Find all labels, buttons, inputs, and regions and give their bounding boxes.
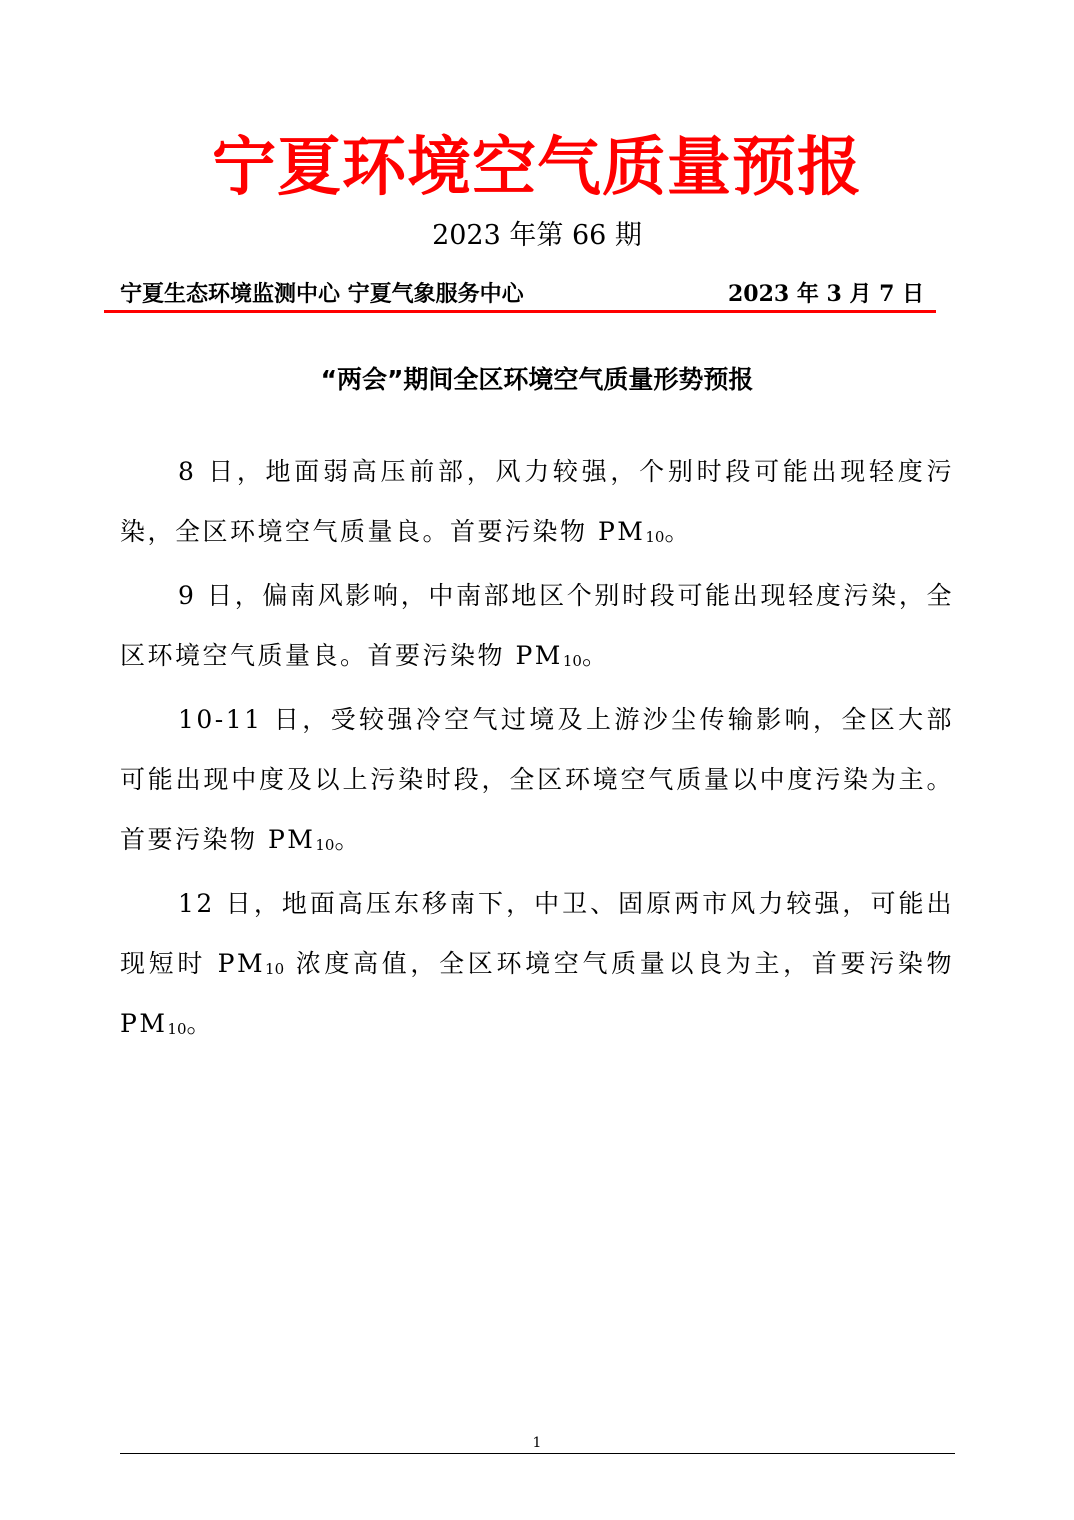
subscript: 10 [167,1020,187,1038]
paragraph-text-end: 。 [581,641,610,670]
issuer-names: 宁夏生态环境监测中心 宁夏气象服务中心 [120,281,524,307]
issue-number: 2023 年第 66 期 [432,220,642,251]
page-number: 1 [532,1435,542,1451]
masthead-title: 宁夏环境空气质量预报 [212,130,862,205]
paragraph-text-end: 。 [334,825,362,854]
document-heading: “两会”期间全区环境空气质量形势预报 [320,365,754,394]
footer-divider [120,1453,955,1454]
paragraph-day-12 [120,874,954,1054]
paragraph-day-9 [120,566,954,686]
red-divider [104,310,936,313]
paragraph-text: 12 日，地面高压东移南下，中卫、固原两市风力较强，可能出现短时 PM [120,889,954,978]
document-body [120,442,954,1058]
paragraph-text-mid: 浓度高值，全区环境空气质量以良为主，首要污染物 PM [120,949,954,1038]
paragraph-text: 8 日，地面弱高压前部，风力较强，个别时段可能出现轻度污染，全区环境空气质量良。首要污染物 PM [120,457,954,546]
subscript: 10 [265,960,285,978]
paragraph-text-end: 。 [186,1009,215,1038]
issue-date: 2023 年 3 月 7 日 [728,281,925,307]
paragraph-text: 10-11 日，受较强冷空气过境及上游沙尘传输影响，全区大部可能出现中度及以上污染时段，全区环境空气质量以中度污染为主。首要污染物 PM [120,705,954,854]
paragraph-day-8 [120,442,954,562]
paragraph-text: 9 日，偏南风影响，中南部地区个别时段可能出现轻度污染，全区环境空气质量良。首要污染物 PM [120,581,954,670]
subscript: 10 [562,652,582,670]
subscript: 10 [645,528,665,546]
paragraph-day-10-11 [120,690,954,870]
paragraph-text-end: 。 [664,517,692,546]
subscript: 10 [315,836,335,854]
